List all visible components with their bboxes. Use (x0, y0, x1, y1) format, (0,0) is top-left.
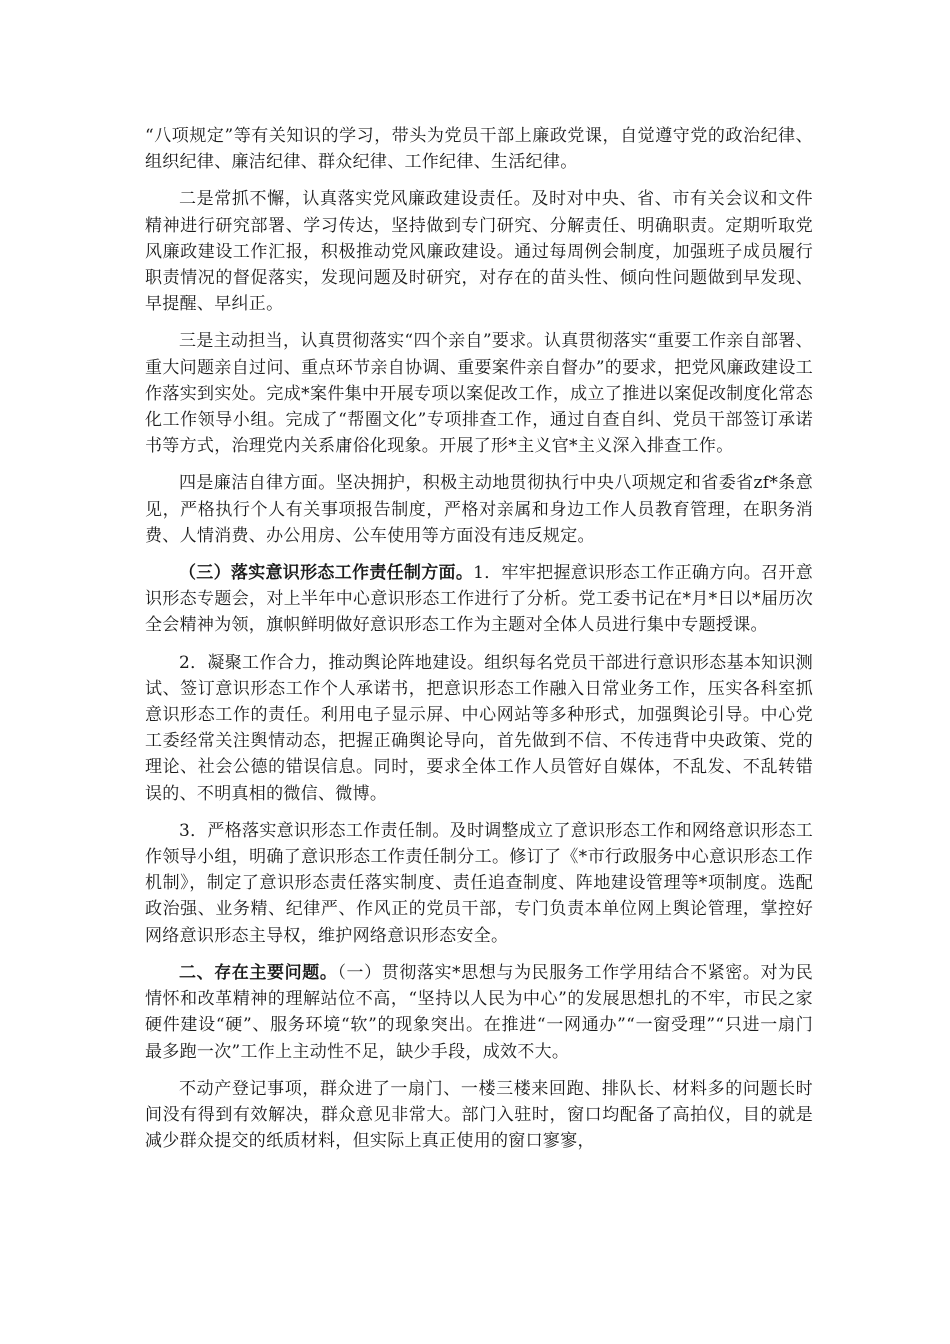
paragraph-3-text: 三是主动担当，认真贯彻落实“四个亲自”要求。认真贯彻落实“重要工作亲自部署、重大问题亲自过问、重点环节亲自协调、重要案件亲自督办”的要求，把党风廉政建设工作落实到实处。完成*案件集中开展专项以案促改工作，成立了推进以案促改制度化常态化工作领导小组。完成了“帮圈文化”专项排查工作，通过自查自纠、党员干部签订承诺书等方式，治理党内关系庸俗化现象。开展了形*主义官*主义深入排查工作。 (145, 331, 813, 457)
paragraph-6-text: 2．凝聚工作合力，推动舆论阵地建设。组织每名党员干部进行意识形态基本知识测试、签订意识形态工作个人承诺书，把意识形态工作融入日常业务工作，压实各科室抓意识形态工作的责任。利用电子显示屏、中心网站等多种形式，加强舆论引导。中心党工委经常关注舆情动态，把握正确舆论导向，首先做到不信、不传违背中央政策、党的理论、社会公德的错误信息。同时，要求全体工作人员管好自媒体，不乱发、不乱转错误的、不明真相的微信、微博。 (145, 652, 813, 804)
document-body (145, 123, 813, 1165)
paragraph-9-text: 不动产登记事项，群众进了一扇门、一楼三楼来回跑、排队长、材料多的问题长时间没有得到有效解决，群众意见非常大。部门入驻时，窗口均配备了高拍仪，目的就是减少群众提交的纸质材料，但实际上真正使用的窗口寥寥， (145, 1078, 813, 1152)
paragraph-9 (145, 1076, 813, 1155)
paragraph-8-text: （一）贯彻落实*思想与为民服务工作学用结合不紧密。对为民情怀和改革精神的理解站位不高，“坚持以人民为中心”的发展思想扎的不牢，市民之家硬件建设“硬”、服务环境“软”的现象突出。在推进“一网通办”“一窗受理”“只进一扇门最多跑一次”工作上主动性不足，缺少手段，成效不大。 (145, 962, 814, 1062)
section-heading-ideology: （三）落实意识形态工作责任制方面。 (179, 563, 474, 584)
paragraph-2-text: 二是常抓不懈，认真落实党风廉政建设责任。及时对中央、省、市有关会议和文件精神进行研究部署、学习传达，坚持做到专门研究、分解责任、明确职责。定期听取党风廉政建设工作汇报，积极推动党风廉政建设。通过每周例会制度，加强班子成员履行职责情况的督促落实，发现问题及时研究，对存在的苗头性、倾向性问题做到早发现、早提醒、早纠正。 (145, 189, 813, 315)
paragraph-7-text: 3．严格落实意识形态工作责任制。及时调整成立了意识形态工作和网络意识形态工作领导小组，明确了意识形态工作责任制分工。修订了《*市行政服务中心意识形态工作机制》，制定了意识形态责任落实制度、责任追查制度、阵地建设管理等*项制度。选配政治强、业务精、纪律严、作风正的党员干部，专门负责本单位网上舆论管理，掌控好网络意识形态主导权，维护网络意识形态安全。 (145, 820, 813, 946)
paragraph-8 (145, 960, 813, 1065)
paragraph-4-text: 四是廉洁自律方面。坚决拥护，积极主动地贯彻执行中央八项规定和省委省zf*条意见，严格执行个人有关事项报告制度，严格对亲属和身边工作人员教育管理，在职务消费、人情消费、办公用房、公车使用等方面没有违反规定。 (145, 473, 813, 546)
paragraph-1 (145, 123, 813, 175)
paragraph-2 (145, 186, 813, 317)
paragraph-1-text: “八项规定”等有关知识的学习，带头为党员干部上廉政党课，自觉遵守党的政治纪律、组织纪律、廉洁纪律、群众纪律、工作纪律、生活纪律。 (145, 126, 813, 173)
paragraph-5 (145, 560, 813, 639)
paragraph-7 (145, 818, 813, 949)
paragraph-5-text: 1．牢牢把握意识形态工作正确方向。召开意识形态专题会，对上半年中心意识形态工作进行了分析。党工委书记在*月*日以*届历次全会精神为领，旗帜鲜明做好意识形态工作为主题对全体人员进行集中专题授课。 (145, 563, 813, 636)
paragraph-3 (145, 328, 813, 459)
paragraph-4 (145, 470, 813, 549)
paragraph-6 (145, 650, 813, 807)
section-heading-problems: 二、存在主要问题。 (179, 962, 338, 983)
